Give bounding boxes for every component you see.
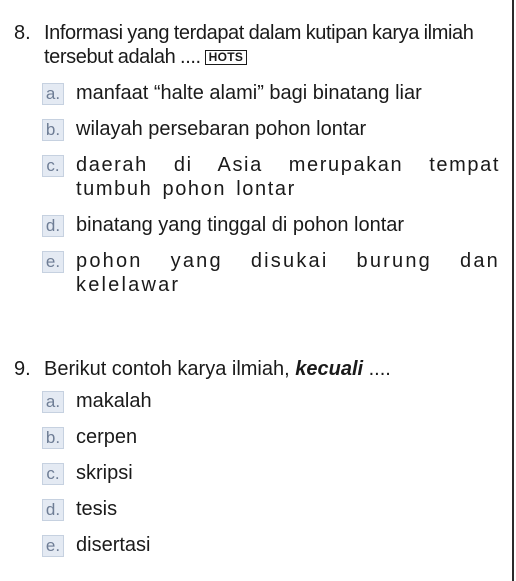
option-d[interactable] (42, 497, 500, 533)
option-c[interactable] (42, 461, 500, 497)
question-9 (14, 357, 500, 569)
option-letter: e. (42, 535, 64, 557)
question-text-body: Informasi yang terdapat dalam kutipan karya ilmiah tersebut adalah .... (44, 22, 474, 68)
option-text: daerah di Asia merupakan tempat tumbuh pohon lontar (76, 154, 500, 200)
option-c[interactable] (42, 153, 500, 213)
option-letter: c. (42, 463, 64, 485)
option-d[interactable] (42, 213, 500, 249)
option-text: binatang yang tinggal di pohon lontar (76, 214, 405, 236)
question-emphasis: kecuali (295, 358, 364, 380)
option-a[interactable] (42, 389, 500, 425)
option-a[interactable] (42, 81, 500, 117)
option-letter: e. (42, 251, 64, 273)
answer-options (14, 389, 500, 569)
option-text: pohon yang disukai burung dan kelelawar (76, 250, 500, 296)
option-letter: b. (42, 119, 64, 141)
option-text: skripsi (76, 462, 133, 484)
hots-badge: HOTS (205, 50, 248, 65)
question-text (44, 21, 500, 69)
question-stem (14, 21, 500, 69)
option-text: makalah (76, 390, 152, 412)
question-stem (14, 357, 500, 381)
question-number: 8. (14, 22, 31, 44)
answer-options (14, 81, 500, 309)
option-letter: a. (42, 83, 64, 105)
option-text: wilayah persebaran pohon lontar (76, 118, 367, 140)
question-text-after: .... (363, 358, 391, 380)
option-letter: d. (42, 215, 64, 237)
option-letter: c. (42, 155, 64, 177)
option-letter: b. (42, 427, 64, 449)
question-text-before: Berikut contoh karya ilmiah, (44, 358, 296, 380)
option-text: tesis (76, 498, 118, 520)
question-text (44, 357, 500, 381)
option-b[interactable] (42, 425, 500, 461)
option-text: cerpen (76, 426, 138, 448)
option-e[interactable] (42, 533, 500, 569)
option-text: manfaat “halte alami” bagi binatang liar (76, 82, 422, 104)
option-e[interactable] (42, 249, 500, 309)
question-8 (14, 21, 500, 309)
right-margin-rule (512, 0, 514, 581)
option-letter: d. (42, 499, 64, 521)
option-text: disertasi (76, 534, 151, 556)
option-b[interactable] (42, 117, 500, 153)
question-number: 9. (14, 358, 31, 380)
option-letter: a. (42, 391, 64, 413)
